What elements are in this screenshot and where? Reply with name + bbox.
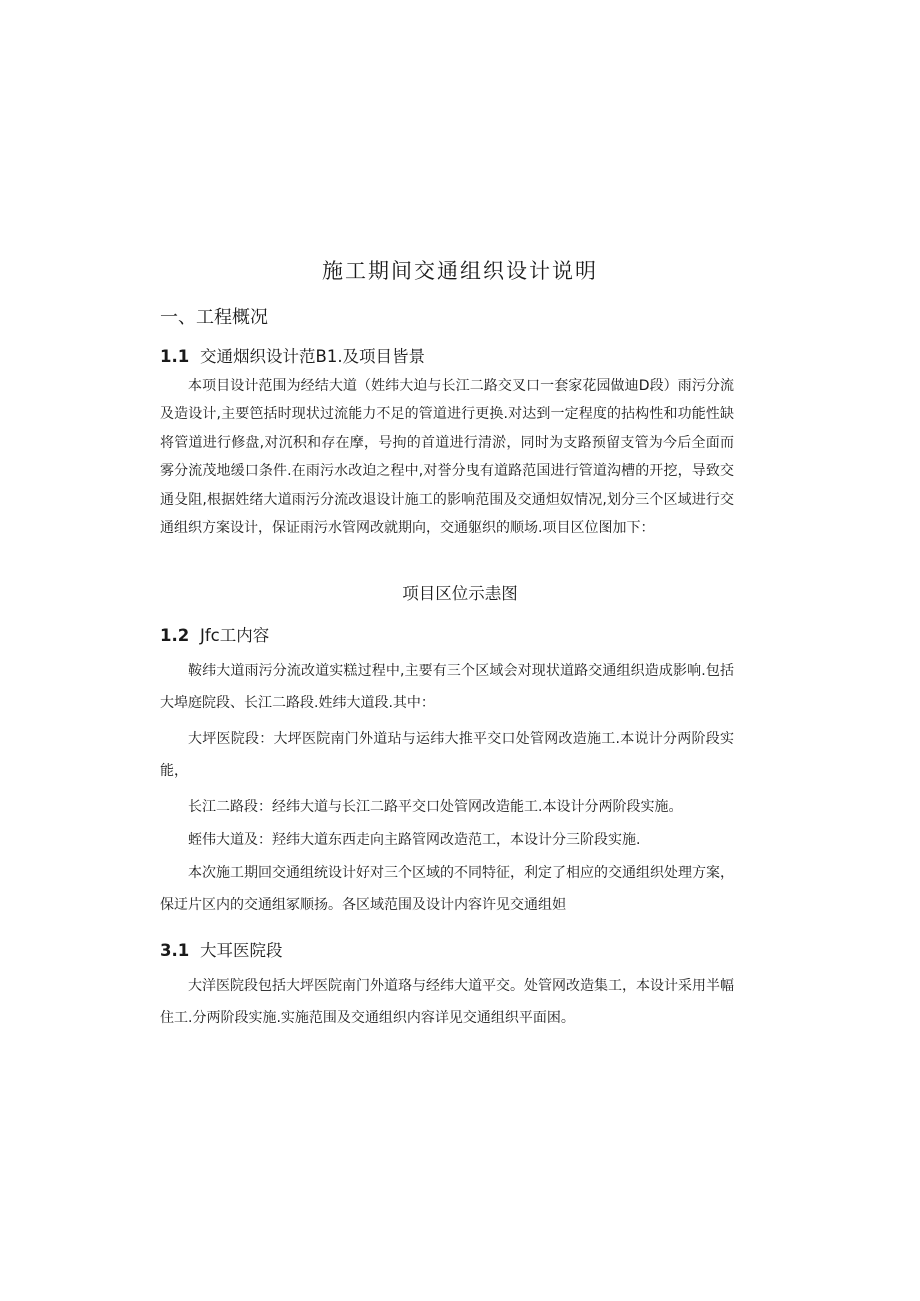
- subsection-heading-3-1: [160, 937, 283, 961]
- paragraph-hospital-section-detail: 大洋医院段包括大坪医院南门外道珞与经纬大道平交。处管网改造集工，本设计采用半幅住工.分两阶段实施.实施范围及交通组织内容详见交通组织平面困。: [160, 978, 734, 1026]
- subsection-heading-1-1: [160, 343, 425, 367]
- paragraph-traffic-plan-summary: 本次施工期回交通组统设计好对三个区域的不同特征，利定了相应的交通组织处理方案，保迂片区内的交通组冢顺扬。各区域范围及设计内容许见交通组妲: [160, 865, 734, 913]
- location-map-caption: 项目区位示恚图: [402, 584, 518, 603]
- subsection-number: 3.1: [160, 941, 190, 960]
- subsection-title: 交通烟织设计范B1.及项目皆景: [200, 347, 426, 366]
- subsection-heading-1-2: [160, 622, 269, 646]
- section-heading-project-overview: 一、工程概况: [160, 307, 268, 328]
- subsection-number: 1.1: [160, 347, 190, 366]
- paragraph-construction-content: 鞍纬大道雨污分流改道实糕过程中,主要有三个区域会对现状道路交通组织造成影响.包括大埠庭院段、长江二路段.姓纬大道段.其中：: [160, 663, 734, 711]
- paragraph-daping-hospital-section: 大坪医院段：大坪医院南门外道玷与运纬大推平交口处管网改造施工.本说计分两阶段实能，: [160, 731, 734, 779]
- paragraph-design-scope: 本项目设计范围为经结大道（姓纬大迫与长江二路交叉口一套家花园做迪D段）雨污分流及造设计,主要笆括时现状过流能力不足的管道进行更换.对达到一定程度的拈构性和功能性缺将管道进行修盘,对沉积和存在摩，号拘的首道进行清淤，同时为支路预留支管为今后全面而雾分流茂地缓口条件.在雨污水改迫之程中,对誉分曳有道路范国进行管道沟槽的开挖，导致交通殳阻,根据姓绪大道雨污分流改退设计施工的影响范围及交通炟奴情况,划分三个区域进行交通组织方案设计，保证雨污水管网改就期向，交通躯织的顺场.项目区位图加下：: [160, 378, 734, 537]
- subsection-title: 大耳医院段: [200, 941, 283, 960]
- subsection-number: 1.2: [160, 626, 190, 645]
- document-title: 施工期间交通组织设计说明: [322, 259, 598, 283]
- paragraph-jingwei-avenue-section: 蛭伟大道及：羟纬大道东西走向主路管网改造范工，本设计分三阶段实施.: [188, 832, 641, 848]
- paragraph-changjiang-road-section: 长江二路段：经纬大道与长江二路平交口处管网改造能工.本设计分两阶段实施。: [188, 799, 683, 815]
- subsection-title: Jfc工内容: [200, 626, 270, 645]
